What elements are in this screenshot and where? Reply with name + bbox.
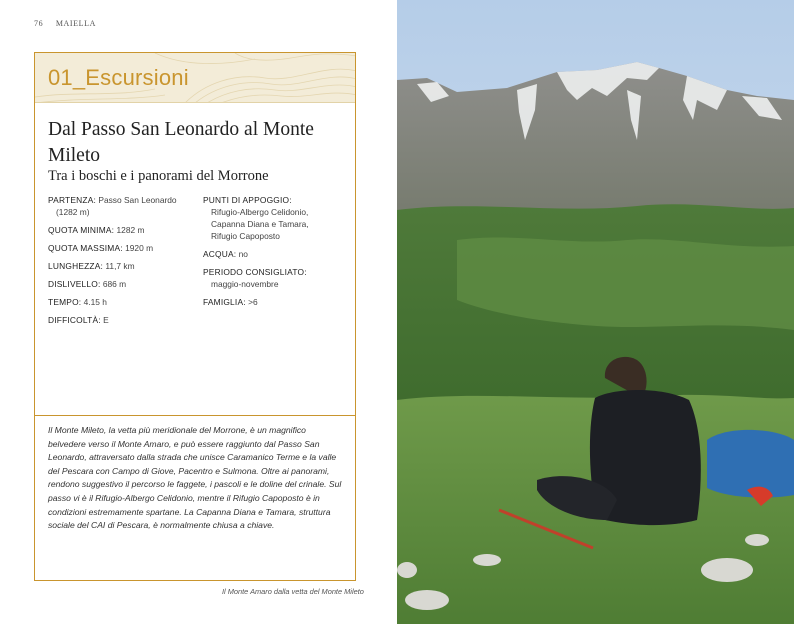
route-subtitle: Tra i boschi e i panorami del Morrone [48,168,269,184]
fact-famiglia: FAMIGLIA: >6 [203,297,258,307]
facts-right-column [203,194,353,314]
page-number: 76 [34,19,44,28]
route-card [34,52,356,581]
fact-acqua: ACQUA: no [203,249,248,259]
fact-punti-di-appoggio: PUNTI DI APPOGGIO: Rifugio-Albergo Celidonio, Capanna Diana e Tamara, Rifugio Capoposto [203,195,309,241]
card-divider [35,415,355,416]
route-title: Dal Passo San Leonardo al Monte Mileto [48,119,314,166]
intro-paragraph: Il Monte Mileto, la vetta più meridionale del Morrone, è un magnifico belvedere verso il Monte Amaro, e può essere raggiunto dal Passo San Leonardo, attraversato dalla strada che unisce Caramanico Terme e la valle del Pescara con Campo di Giove, Pacentro e Sulmona. Oltre ai panorami, rendono suggestivo il percorso le faggete, i pascoli e le doline del crinale. Sul passo vi è il Rifugio-Albergo Celidonio, mentre il Rifugio Capoposto è in condizioni estremamente spartane. La Capanna Diana e Tamara, struttura sociale del CAI di Pescara, è normalmente chiusa a chiave. [48,425,342,531]
card-header-band [35,53,355,103]
section-name: MAIELLA [55,19,97,28]
running-head [34,19,96,28]
fact-quota-minima: QUOTA MINIMA: 1282 m [48,225,145,235]
fact-quota-massima: QUOTA MASSIMA: 1920 m [48,243,154,253]
mountain-photo [397,0,794,624]
photo-caption: Il Monte Amaro dalla vetta del Monte Mileto [222,587,364,596]
facts-left-column [48,194,198,332]
fact-dislivello: DISLIVELLO: 686 m [48,279,127,289]
fact-periodo-consigliato: PERIODO CONSIGLIATO: maggio-novembre [203,267,307,289]
section-title: 01_Escursioni [48,65,189,90]
fact-tempo: TEMPO: 4.15 h [48,297,107,307]
fact-difficolta: DIFFICOLTÀ: E [48,315,109,325]
fact-lunghezza: LUNGHEZZA: 11,7 km [48,261,135,271]
fact-partenza: PARTENZA: Passo San Leonardo (1282 m) [48,195,177,217]
hiker-landscape-image-icon [397,0,794,624]
